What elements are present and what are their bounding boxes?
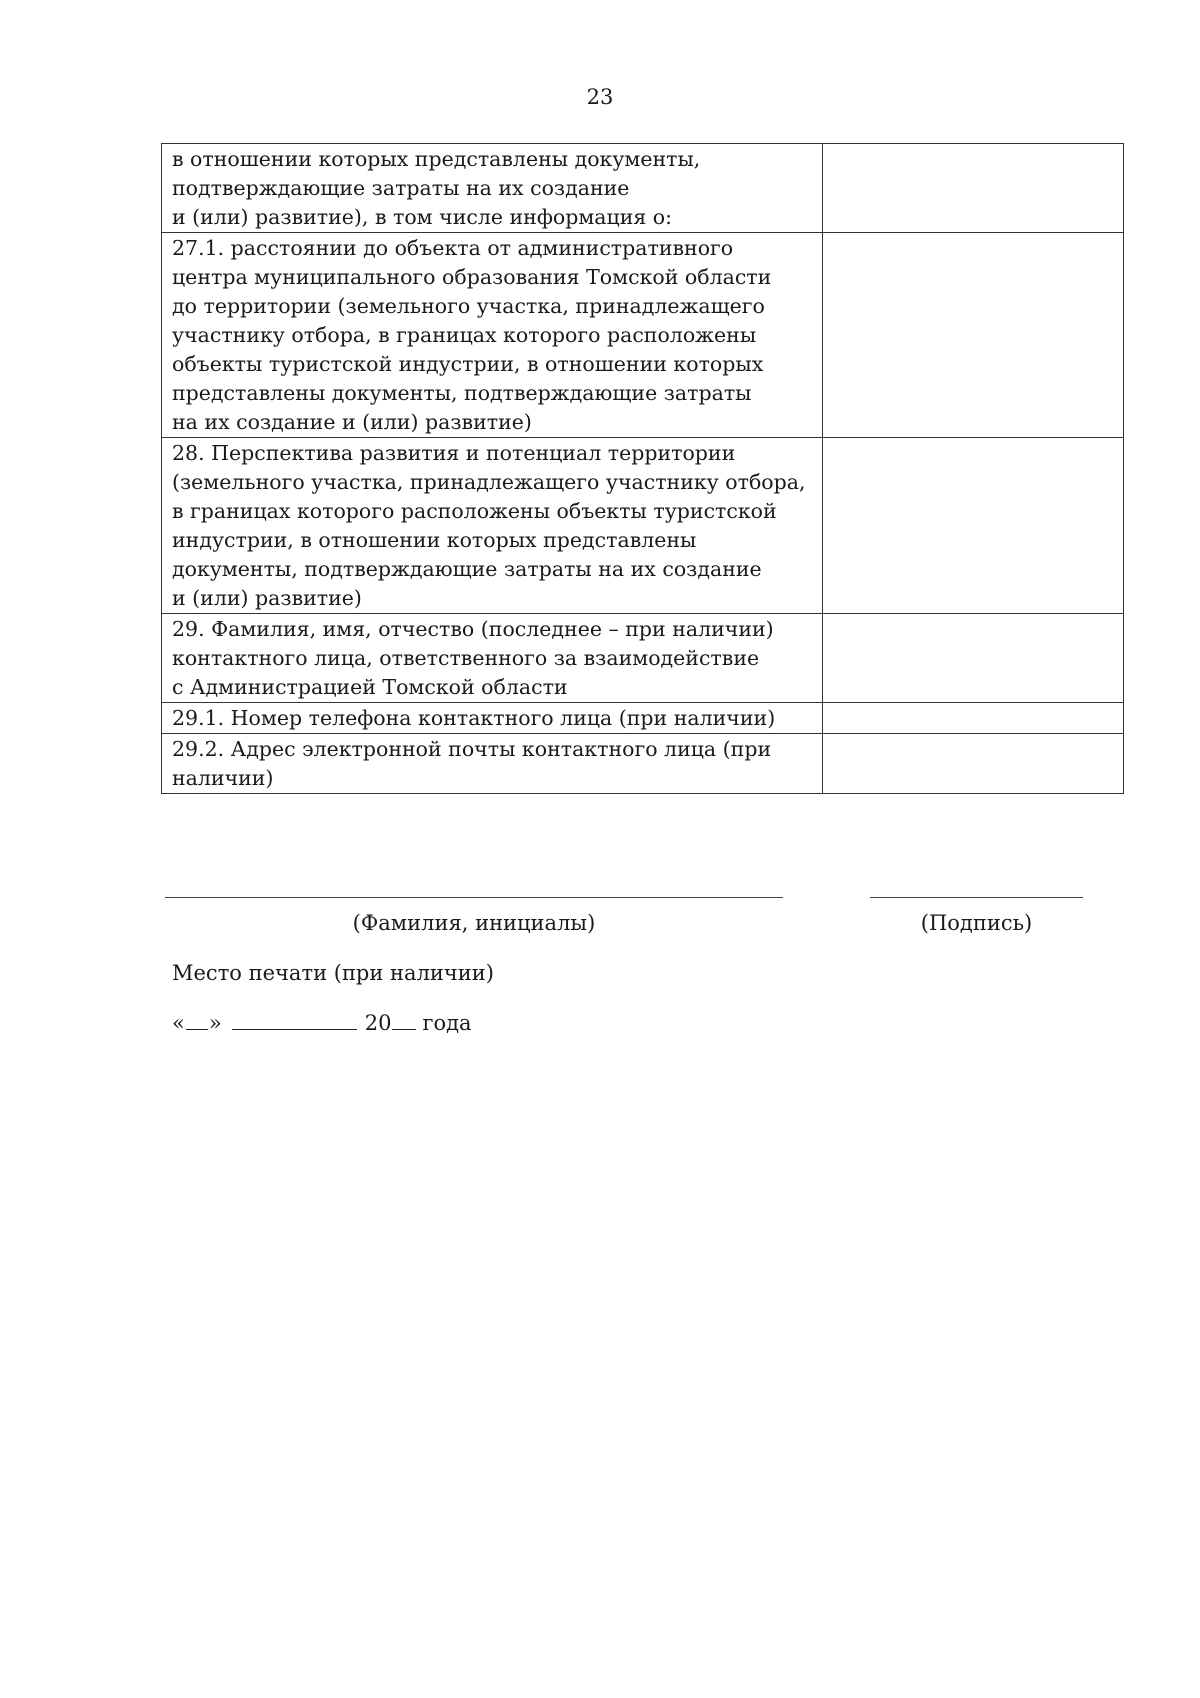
row-label: 29.2. Адрес электронной почты контактного лица (при наличии) bbox=[162, 734, 823, 794]
row-label: 29.1. Номер телефона контактного лица (при наличии) bbox=[162, 703, 823, 734]
date-day-blank[interactable] bbox=[186, 1011, 208, 1030]
page-number: 23 bbox=[586, 85, 614, 109]
date-open-quote: « bbox=[172, 1011, 185, 1035]
date-month-blank[interactable] bbox=[232, 1011, 357, 1030]
date-line bbox=[172, 1009, 472, 1037]
signature-caption: (Подпись) bbox=[920, 911, 1033, 935]
row-value-field[interactable] bbox=[823, 734, 1124, 794]
table-row bbox=[162, 703, 1124, 734]
table-row bbox=[162, 144, 1124, 233]
date-suffix: года bbox=[422, 1011, 472, 1035]
stamp-place-label: Место печати (при наличии) bbox=[172, 961, 494, 985]
date-close-quote: » bbox=[208, 1011, 222, 1035]
row-label: в отношении которых представлены документы, подтверждающие затраты на их создание и (или) развитие), в том числе информация о: bbox=[162, 144, 823, 233]
date-year-blank[interactable] bbox=[392, 1011, 416, 1030]
table-row bbox=[162, 233, 1124, 438]
row-label: 29. Фамилия, имя, отчество (последнее – при наличии) контактного лица, ответственного за взаимодействие с Администрацией Томской области bbox=[162, 614, 823, 703]
row-label: 28. Перспектива развития и потенциал территории (земельного участка, принадлежащего участнику отбора, в границах которого расположены объекты туристской индустрии, в отношении которых представлены документы, подтверждающие затраты на их создание и (или) развитие) bbox=[162, 438, 823, 614]
application-form-table bbox=[161, 143, 1124, 794]
row-value-field[interactable] bbox=[823, 144, 1124, 233]
row-value-field[interactable] bbox=[823, 438, 1124, 614]
date-year-prefix: 20 bbox=[364, 1011, 392, 1035]
row-label: 27.1. расстоянии до объекта от административного центра муниципального образования Томской области до территории (земельного участка, принадлежащего участнику отбора, в границах которого расположены объекты туристской индустрии, в отношении которых представлены документы, подтверждающие затраты на их создание и (или) развитие) bbox=[162, 233, 823, 438]
name-caption: (Фамилия, инициалы) bbox=[352, 911, 596, 935]
table-row bbox=[162, 438, 1124, 614]
table-row bbox=[162, 614, 1124, 703]
signature-line[interactable] bbox=[870, 897, 1083, 898]
row-value-field[interactable] bbox=[823, 614, 1124, 703]
table-row bbox=[162, 734, 1124, 794]
name-signature-line[interactable] bbox=[165, 897, 783, 898]
row-value-field[interactable] bbox=[823, 233, 1124, 438]
row-value-field[interactable] bbox=[823, 703, 1124, 734]
